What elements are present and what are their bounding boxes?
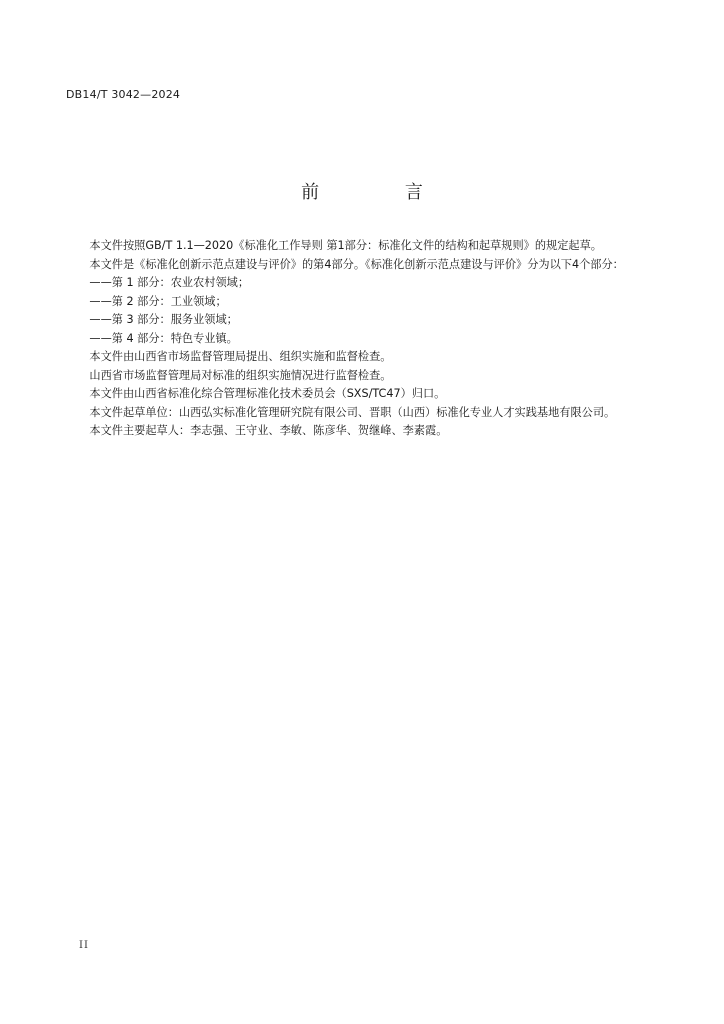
page-number: II [79, 940, 89, 951]
list-item: ——第 4 部分：特色专业镇。 [89, 331, 238, 345]
header-standard-code: DB14/T 3042—2024 [66, 88, 181, 101]
paragraph-part-info: 本文件是《标准化创新示范点建设与评价》的第4部分。《标准化创新示范点建设与评价》分为以下4个部分： [89, 257, 624, 271]
paragraph-proposer: 本文件由山西省市场监督管理局提出、组织实施和监督检查。 [89, 350, 392, 363]
paragraph-committee: 本文件由山西省标准化综合管理标准化技术委员会（SXS/TC47）归口。 [89, 387, 446, 400]
list-item: ——第 3 部分：服务业领域； [89, 313, 238, 326]
paragraph-drafting-units: 本文件起草单位：山西弘实标准化管理研究院有限公司、晋职（山西）标准化专业人才实践基地有限公司。 [89, 405, 616, 419]
paragraph-drafters: 本文件主要起草人：李志强、王守业、李敏、陈彦华、贺继峰、李素霞。 [89, 424, 448, 437]
paragraph-drafting-rules: 本文件按照GB/T 1.1—2020《标准化工作导则 第1部分：标准化文件的结构和起草规则》的规定起草。 [89, 239, 602, 252]
page-title: 前 言 [301, 182, 463, 203]
foreword-content [67, 237, 667, 441]
list-item: ——第 1 部分：农业农村领域； [89, 276, 250, 289]
list-item: ——第 2 部分：工业领域； [89, 294, 227, 308]
paragraph-supervision: 山西省市场监督管理局对标准的组织实施情况进行监督检查。 [89, 368, 392, 382]
